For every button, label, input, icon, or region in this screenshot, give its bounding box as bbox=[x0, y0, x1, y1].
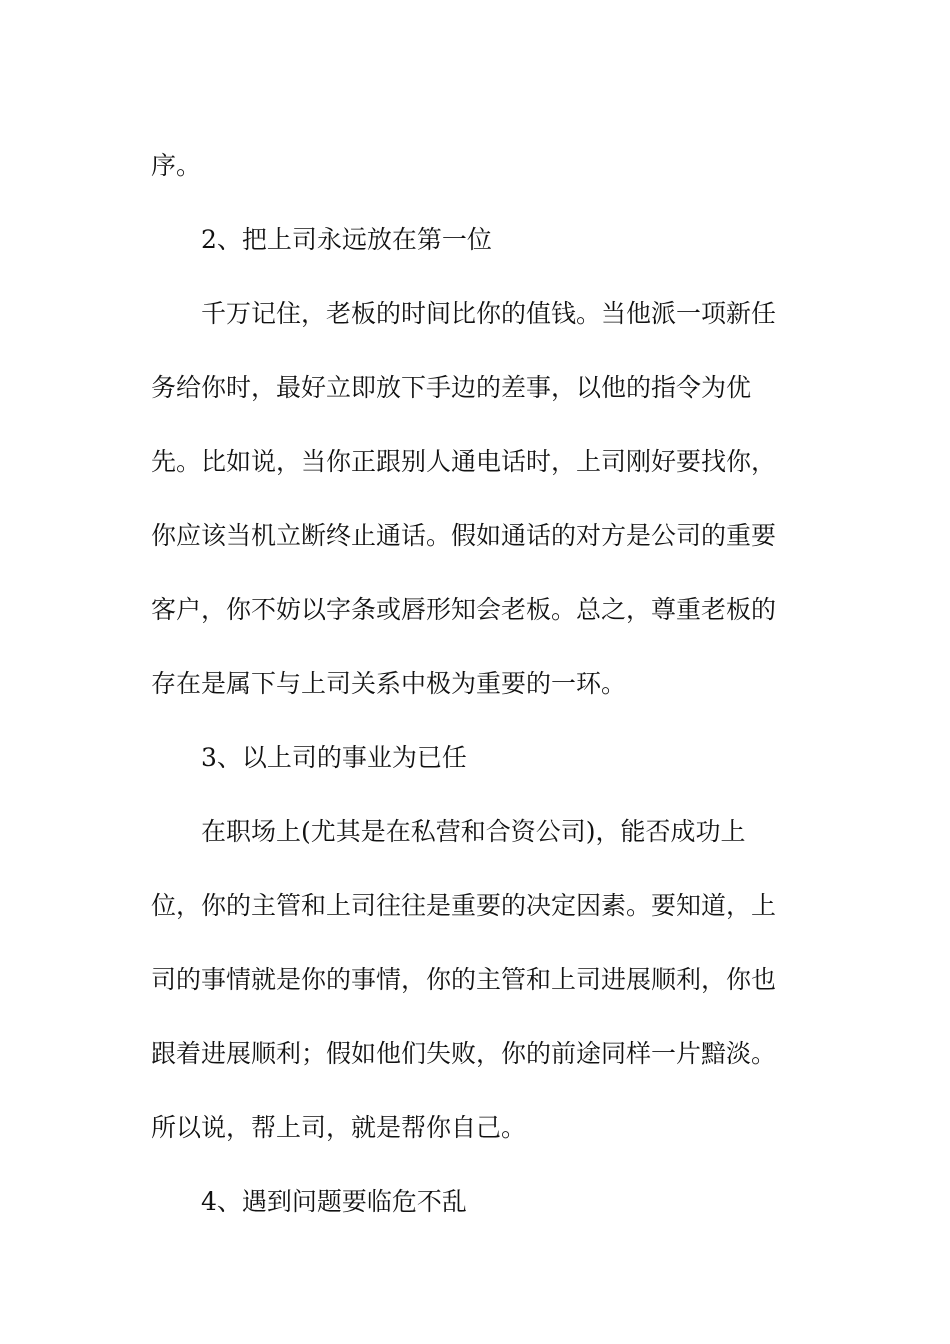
section-heading-3: 3、以上司的事业为已任 bbox=[201, 743, 467, 772]
section-heading-4: 4、遇到问题要临危不乱 bbox=[201, 1187, 467, 1216]
paragraph-continuation: 序。 bbox=[151, 151, 202, 180]
paragraph-body: 在职场上(尤其是在私营和合资公司)，能否成功上位，你的主管和上司往往是重要的决定因素。要知道，上司的事情就是你的事情，你的主管和上司进展顺利，你也跟着进展顺利；假如他们失败，你的前途同样一片黯淡。所以说，帮上司，就是帮你自己。 bbox=[151, 817, 777, 1142]
document-body bbox=[151, 129, 791, 1239]
paragraph-body: 千万记住，老板的时间比你的值钱。当他派一项新任务给你时，最好立即放下手边的差事，以他的指令为优先。比如说，当你正跟别人通电话时，上司刚好要找你，你应该当机立断终止通话。假如通话的对方是公司的重要客户，你不妨以字条或唇形知会老板。总之，尊重老板的存在是属下与上司关系中极为重要的一环。 bbox=[151, 299, 777, 698]
section-heading-2: 2、把上司永远放在第一位 bbox=[201, 225, 492, 254]
